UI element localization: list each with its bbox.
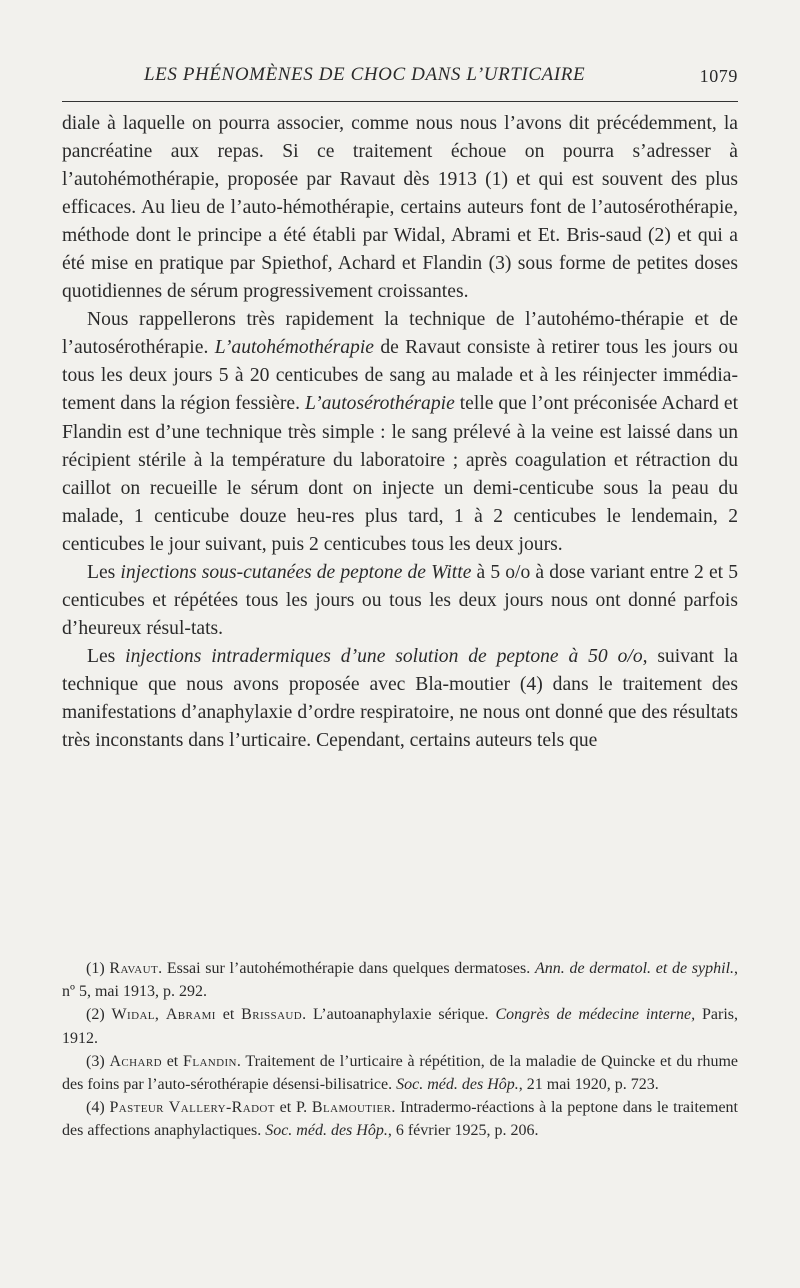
paragraph-1: diale à laquelle on pourra associer, comme nous nous l’avons dit précédemment, la pancréatine aux repas. Si ce traitement échoue on pourra s’adresser à l’autohémothérapie, proposée par Ravaut dès 1913 (1) et qui est souvent des plus efficaces. Au lieu de l’auto-hémothérapie, certains auteurs font de l’autosérothérapie, méthode dont le principe a été établi par Widal, Abrami et Et. Bris-saud (2) et qui a été mise en pratique par Spiethof, Achard et Flandin (3) sous forme de petites doses quotidiennes de sérum progressivement croissantes. — [62, 113, 738, 303]
footnote-2: (2) Widal, Abrami et Brissaud. L’autoanaphylaxie sérique. Congrès de médecine interne, Paris, 1912. — [62, 1006, 739, 1047]
header-rule — [62, 101, 738, 102]
body-text — [62, 110, 738, 755]
footnote-1: (1) Ravaut. Essai sur l’autohémothérapie dans quelques dermatoses. Ann. de dermatol. et de syphil., nº 5, mai 1913, p. 292. — [62, 960, 739, 1001]
paragraph-4: Les injections intradermiques d’une solution de peptone à 50 o/o, suivant la technique que nous avons proposée avec Bla-moutier (4) dans le traitement des manifestations d’anaphylaxie d’ordre respiratoire, ne nous ont donné que des résultats très inconstants dans l’urticaire. Cependant, certains auteurs tels que — [62, 645, 738, 752]
running-head — [60, 62, 738, 90]
running-title: LES PHÉNOMÈNES DE CHOC DANS L’URTICAIRE — [144, 64, 586, 85]
paragraph-2: Nous rappellerons très rapidement la technique de l’autohémo-thérapie et de l’autosérothérapie. L’autohémothérapie de Ravaut consiste à retirer tous les jours ou tous les deux jours 5 à 20 centicubes de sang au malade et à les réinjecter immédia-tement dans la région fessière. L’autosérothérapie telle que l’ont préconisée Achard et Flandin est d’une technique très simple : le sang prélevé à la veine est laissé dans un récipient stérile à la température du laboratoire ; après coagulation et rétraction du caillot on recueille le sérum dont on injecte un demi-centicube sous la peau du malade, 1 centicube douze heu-res plus tard, 1 à 2 centicubes le lendemain, 2 centicubes le jour suivant, puis 2 centicubes tous les deux jours. — [62, 309, 739, 555]
term-autoserotherapie: L’autosérothérapie — [304, 393, 455, 415]
footnote-3: (3) Achard et Flandin. Traitement de l’urticaire à répétition, de la maladie de Quincke et du rhume des foins par l’auto-sérothérapie désensi-bilisatrice. Soc. méd. des Hôp., 21 mai 1920, p. 723. — [62, 1052, 739, 1094]
term-autohemotherapie: L’autohémothérapie — [214, 337, 374, 359]
term-injections-sous-cutanees: injections sous-cutanées de peptone de Witte — [120, 561, 472, 583]
page-number: 1079 — [699, 66, 738, 86]
term-injections-intradermiques: injections intradermiques d’une solution de peptone à 50 o/o, — [125, 645, 648, 667]
footnote-4: (4) Pasteur Vallery-Radot et P. Blamoutier. Intradermo-réactions à la peptone dans le traitement des affections anaphylactiques. Soc. méd. des Hôp., 6 février 1925, p. 206. — [62, 1099, 739, 1140]
footnotes — [62, 957, 738, 1143]
paragraph-3: Les injections sous-cutanées de peptone de Witte à 5 o/o à dose variant entre 2 et 5 centicubes et répétées tous les jours ou tous les deux jours nous ont donné parfois d’heureux résul-tats. — [62, 561, 738, 639]
